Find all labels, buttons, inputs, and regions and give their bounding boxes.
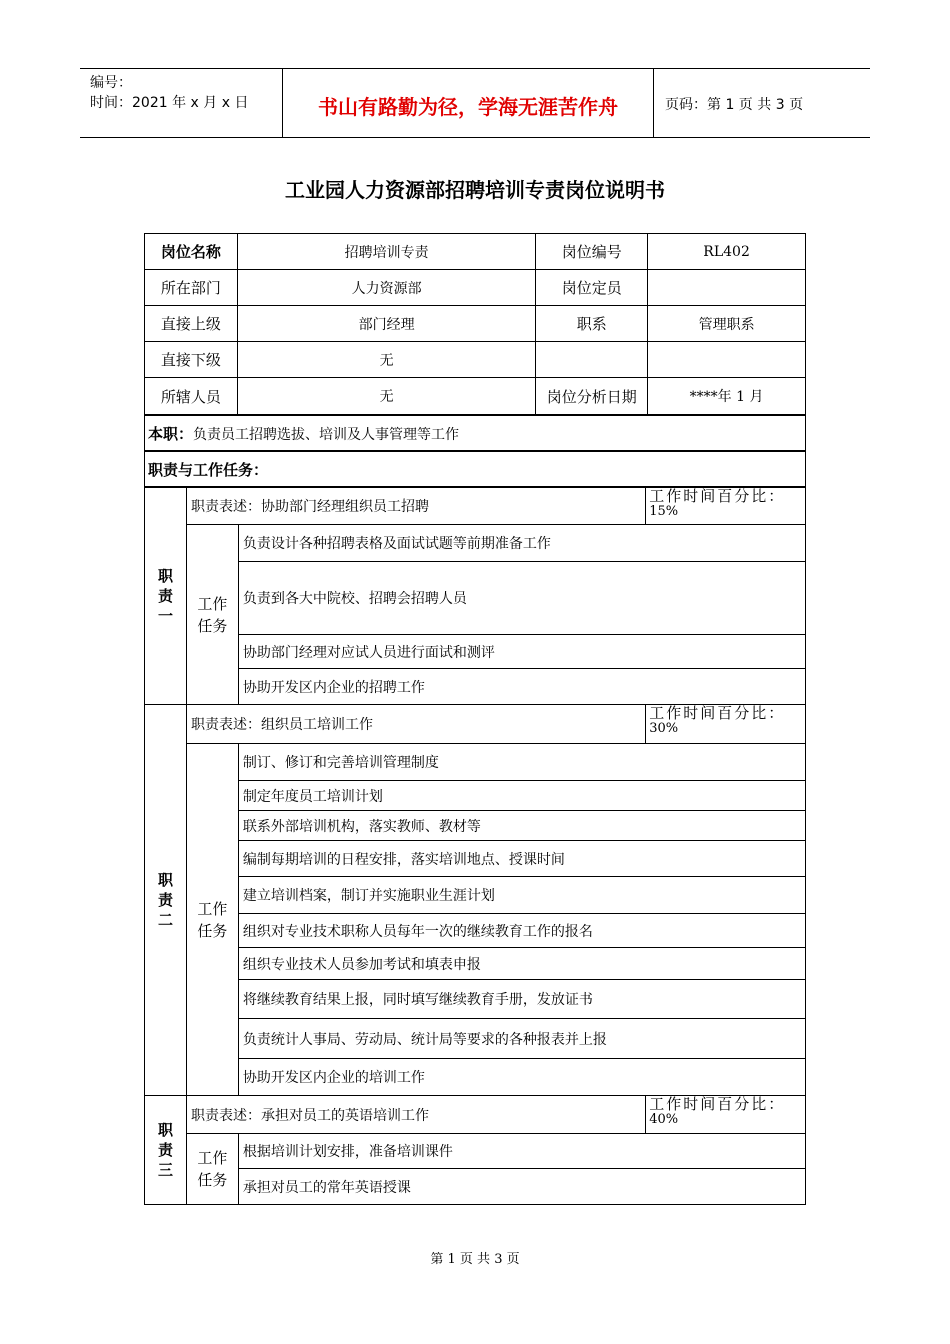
task-item: 制订、修订和完善培训管理制度 xyxy=(238,744,805,781)
post-code-value: RL402 xyxy=(648,234,806,270)
page-header xyxy=(80,68,870,138)
task-item: 组织对专业技术职称人员每年一次的继续教育工作的报名 xyxy=(238,914,805,948)
task-item: 协助部门经理对应试人员进行面试和测评 xyxy=(238,635,805,669)
task-item: 协助开发区内企业的招聘工作 xyxy=(238,669,805,705)
subordinate-label: 直接下级 xyxy=(145,342,238,378)
header-page-info: 页码：第 1 页 共 3 页 xyxy=(665,97,804,113)
document-date: 时间：2021 年 x 月 x 日 xyxy=(90,95,249,111)
quota-value xyxy=(648,270,806,306)
duty-time-percent xyxy=(646,705,806,744)
duty-description: 职责表述：协助部门经理组织员工招聘 xyxy=(186,488,645,525)
empty-cell xyxy=(648,342,806,378)
task-item: 负责到各大中院校、招聘会招聘人员 xyxy=(238,562,805,635)
duty-description: 职责表述：承担对员工的英语培训工作 xyxy=(186,1096,645,1134)
tasks-label xyxy=(186,744,238,1096)
pct-value: 40% xyxy=(649,1112,679,1127)
tasks-label-text: 工作任务 xyxy=(197,899,228,940)
superior-value: 部门经理 xyxy=(237,306,535,342)
duty-label xyxy=(145,488,187,705)
subordinate-value: 无 xyxy=(237,342,535,378)
task-item: 建立培训档案，制订并实施职业生涯计划 xyxy=(238,877,805,914)
task-item: 将继续教育结果上报，同时填写继续教育手册，发放证书 xyxy=(238,980,805,1019)
duties-heading-text: 职责与工作任务： xyxy=(148,461,269,479)
tasks-label-text: 工作任务 xyxy=(197,1149,228,1189)
post-name-value: 招聘培训专责 xyxy=(237,234,535,270)
empty-cell xyxy=(536,342,648,378)
task-item: 联系外部培训机构，落实教师、教材等 xyxy=(238,811,805,841)
task-item: 组织专业技术人员参加考试和填表申报 xyxy=(238,948,805,980)
pct-label: 工作时间百分比： xyxy=(649,487,786,505)
document-title: 工业园人力资源部招聘培训专责岗位说明书 xyxy=(285,178,665,202)
duty-summary-text: 负责员工招聘选拔、培训及人事管理等工作 xyxy=(193,427,460,443)
task-item: 编制每期培训的日程安排，落实培训地点、授课时间 xyxy=(238,841,805,877)
header-meta xyxy=(90,73,248,113)
duties-heading xyxy=(144,451,806,487)
duty-time-percent xyxy=(646,1096,806,1134)
post-info-table xyxy=(144,233,806,415)
analysis-date-value: ****年 1 月 xyxy=(648,378,806,415)
quota-label: 岗位定员 xyxy=(536,270,648,306)
pct-value: 15% xyxy=(649,504,679,519)
post-name-label: 岗位名称 xyxy=(145,234,238,270)
task-item: 负责设计各种招聘表格及面试试题等前期准备工作 xyxy=(238,525,805,562)
analysis-date-label: 岗位分析日期 xyxy=(536,378,648,415)
staff-value: 无 xyxy=(237,378,535,415)
tasks-label-text: 工作任务 xyxy=(197,594,228,635)
task-item: 制定年度员工培训计划 xyxy=(238,781,805,811)
duty-label-text: 职责二 xyxy=(157,871,173,929)
dept-value: 人力资源部 xyxy=(237,270,535,306)
duty-time-percent xyxy=(646,488,806,525)
superior-label: 直接上级 xyxy=(145,306,238,342)
pct-value: 30% xyxy=(649,721,679,736)
series-label: 职系 xyxy=(536,306,648,342)
task-item: 协助开发区内企业的培训工作 xyxy=(238,1059,805,1096)
task-item: 负责统计人事局、劳动局、统计局等要求的各种报表并上报 xyxy=(238,1019,805,1059)
tasks-label xyxy=(186,525,238,705)
series-value: 管理职系 xyxy=(648,306,806,342)
header-motto: 书山有路勤为径，学海无涯苦作舟 xyxy=(318,95,618,119)
duty-summary xyxy=(144,415,806,451)
task-item: 根据培训计划安排，准备培训课件 xyxy=(238,1134,805,1169)
duty-description: 职责表述：组织员工培训工作 xyxy=(186,705,645,744)
dept-label: 所在部门 xyxy=(145,270,238,306)
pct-label: 工作时间百分比： xyxy=(649,1095,786,1113)
header-divider xyxy=(653,69,654,137)
duties-table xyxy=(144,487,806,1205)
document-number-label: 编号： xyxy=(90,75,132,91)
staff-label: 所辖人员 xyxy=(145,378,238,415)
tasks-label xyxy=(186,1134,238,1205)
duty-label-text: 职责一 xyxy=(157,567,173,625)
pct-label: 工作时间百分比： xyxy=(649,704,786,722)
duty-label xyxy=(145,705,187,1096)
task-item: 承担对员工的常年英语授课 xyxy=(238,1169,805,1205)
duty-label xyxy=(145,1096,187,1205)
duty-label-text: 职责三 xyxy=(157,1121,173,1179)
post-code-label: 岗位编号 xyxy=(536,234,648,270)
page-footer: 第 1 页 共 3 页 xyxy=(430,1252,520,1267)
duty-summary-label: 本职： xyxy=(148,425,194,443)
